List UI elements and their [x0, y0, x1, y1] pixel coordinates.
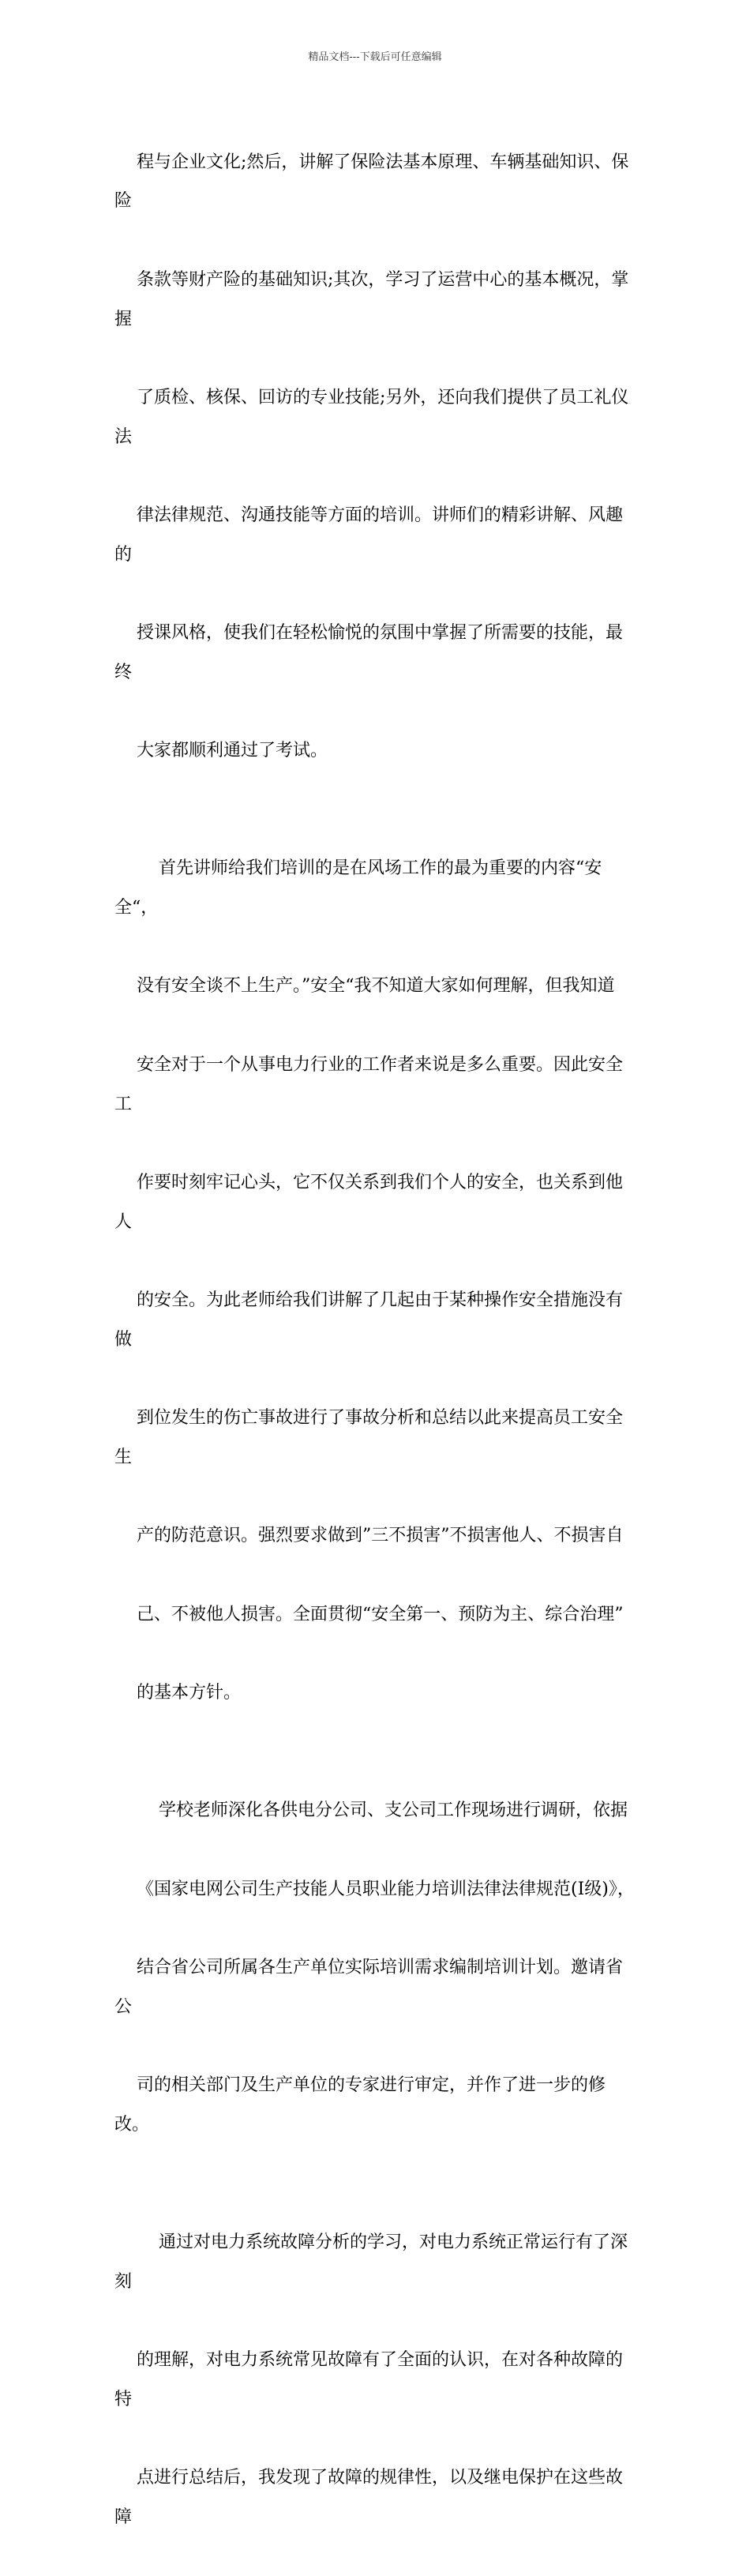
text-line: 通过对电力系统故障分析的学习，对电力系统正常运行有了深刻: [114, 2232, 628, 2292]
text-line: 点进行总结后，我发现了故障的规律性，以及继电保护在这些故障: [114, 2468, 623, 2527]
text-line: 了质检、核保、回访的专业技能;另外，还向我们提供了员工礼仪法: [114, 387, 629, 447]
text-line: 作要时刻牢记心头，它不仅关系到我们个人的安全，也关系到他人: [114, 1172, 623, 1232]
text-line: 授课风格，使我们在轻松愉悦的氛围中掌握了所需要的技能，最终: [114, 623, 623, 682]
text-line: 首先讲师给我们培训的是在风场工作的最为重要的内容“安全“，: [114, 858, 602, 918]
text-line: 司的相关部门及生产单位的专家进行审定，并作了进一步的修改。: [114, 2075, 606, 2135]
paragraph-4: [114, 2184, 639, 2576]
paragraph-3: [114, 1752, 639, 2184]
page-header: 精品文档---下载后可任意编辑: [308, 51, 442, 63]
text-line: 产的防范意识。强烈要求做到”三不损害”不损害他人、不损害自: [136, 1526, 624, 1546]
paragraph-2: [114, 810, 639, 1752]
text-line: 安全对于一个从事电力行业的工作者来说是多么重要。因此安全工: [114, 1054, 623, 1114]
text-line: 己、不被他人损害。全面贯彻“安全第一、预防为主、综合治理”: [136, 1604, 624, 1624]
text-line: 律法律规范、沟通技能等方面的培训。讲师们的精彩讲解、风趣的: [114, 505, 623, 565]
text-line: 的基本方针。: [136, 1683, 241, 1703]
text-line: 程与企业文化;然后，讲解了保险法基本原理、车辆基础知识、保险: [114, 152, 629, 212]
text-line: 的安全。为此老师给我们讲解了几起由于某种操作安全措施没有做: [114, 1290, 623, 1350]
text-line: 没有安全谈不上生产。”安全“我不知道大家如何理解，但我知道: [136, 976, 615, 997]
text-line: 《国家电网公司生产技能人员职业能力培训法律法律规范(I级)》，: [136, 1879, 635, 1899]
text-line: 学校老师深化各供电分公司、支公司工作现场进行调研，依据: [136, 1801, 628, 1821]
document-body: [114, 103, 639, 2576]
text-line: 结合省公司所属各生产单位实际培训需求编制培训计划。邀请省公: [114, 1958, 623, 2017]
text-line: 条款等财产险的基础知识;其次，学习了运营中心的基本概况，掌握: [114, 269, 629, 329]
text-line: 的理解，对电力系统常见故障有了全面的认识，在对各种故障的特: [114, 2350, 623, 2409]
text-line: 到位发生的伤亡事故进行了事故分析和总结以此来提高员工安全生: [114, 1408, 623, 1467]
paragraph-1: [114, 103, 639, 810]
text-line: 大家都顺利通过了考试。: [136, 741, 328, 761]
